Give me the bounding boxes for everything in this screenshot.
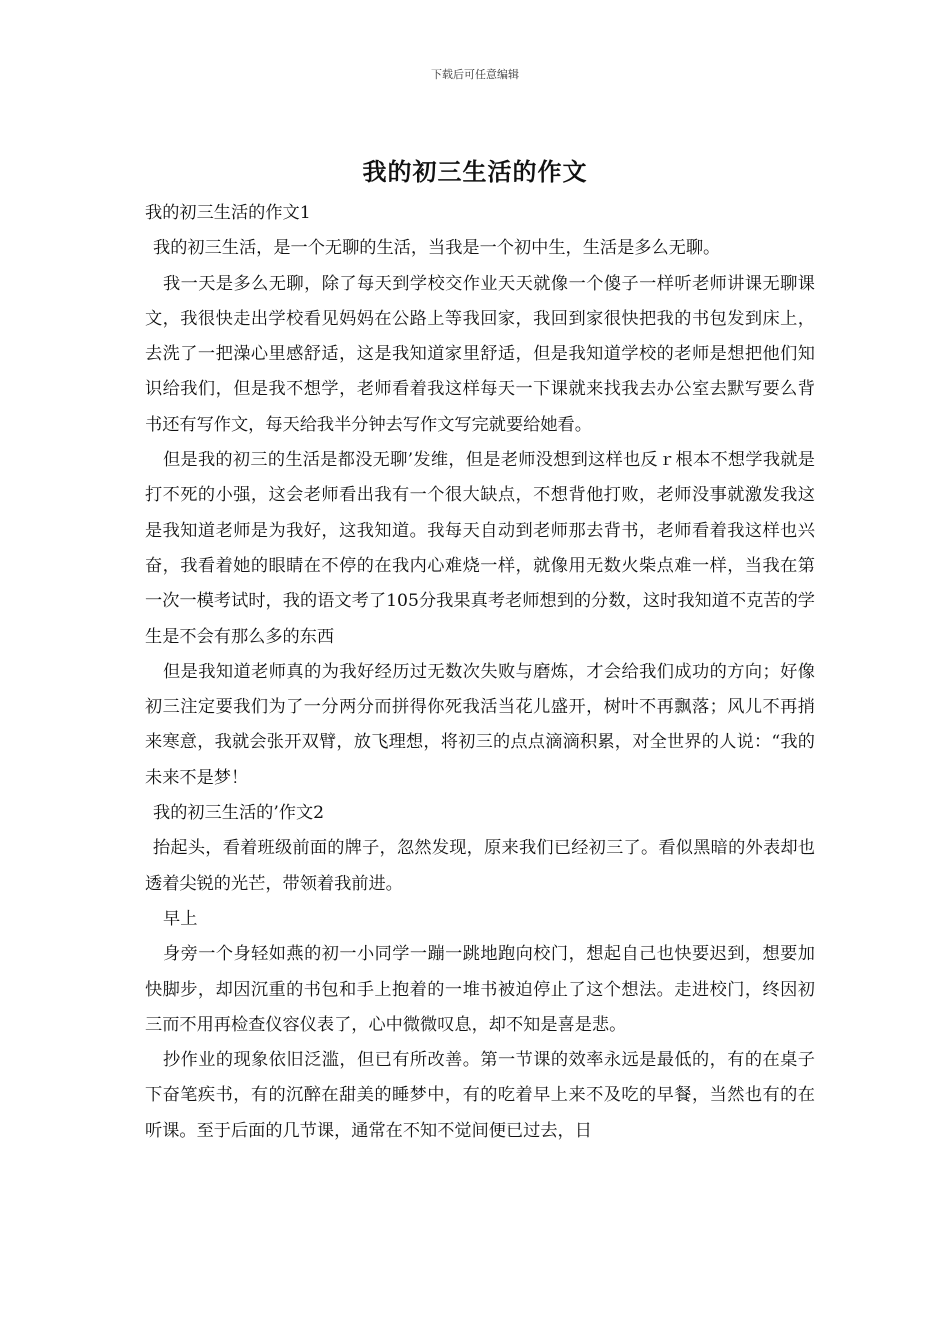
paragraph: 我的初三生活，是一个无聊的生活，当我是一个初中生，生活是多么无聊。 [153,238,721,259]
section-heading-2: 我的初三生活的’作文2 [153,803,325,824]
header-note: 下载后可任意编辑 [431,68,519,81]
paragraph: 但是我知道老师真的为我好经历过无数次失败与磨炼，才会给我们成功的方向；好像初三注定要我们为了一分两分而拼得你死我活当花儿盛开，树叶不再飘落；风儿不再捎来寒意，我就会张开双臂，放飞理想，将初三的点点滴滴积累，对全世界的人说：“我的未来不是梦！ [145,661,815,788]
section-heading-1: 我的初三生活的作文1 [145,203,311,223]
paragraph: 我一天是多么无聊，除了每天到学校交作业天天就像一个傻子一样听老师讲课无聊课文，我很快走出学校看见妈妈在公路上等我回家，我回到家很快把我的书包发到床上，去洗了一把澡心里感舒适，这是我知道家里舒适，但是我知道学校的老师是想把他们知识给我们，但是我不想学，老师看着我这样每天一下课就来找我去办公室去默写要么背书还有写作文，每天给我半分钟去写作文写完就要给她看。 [145,273,815,435]
page-title: 我的初三生活的作文 [362,157,588,186]
document-body [145,196,815,1149]
paragraph: 但是我的初三的生活是都没无聊’发维，但是老师没想到这样也反ｒ根本不想学我就是打不死的小强，这会老师看出我有一个很大缺点，不想背他打败，老师没事就激发我这是我知道老师是为我好，这我知道。我每天自动到老师那去背书，老师看着我这样也兴奋，我看着她的眼睛在不停的在我内心难烧一样，就像用无数火柴点难一样，当我在第一次一模考试时，我的语文考了105分我果真考老师想到的分数，这时我知道不克苦的学生是不会有那么多的东西 [145,450,815,647]
paragraph: 抄作业的现象依旧泛滥，但已有所改善。第一节课的效率永远是最低的，有的在桌子下奋笔疾书，有的沉醉在甜美的睡梦中，有的吃着早上来不及吃的早餐，当然也有的在听课。至于后面的几节课，通常在不知不觉间便已过去，日 [145,1050,815,1141]
paragraph: 早上 [163,908,198,929]
paragraph: 抬起头，看着班级前面的牌子，忽然发现，原来我们已经初三了。看似黑暗的外表却也透着尖锐的光芒，带领着我前进。 [145,838,815,894]
paragraph: 身旁一个身轻如燕的初一小同学一蹦一跳地跑向校门，想起自己也快要迟到，想要加快脚步，却因沉重的书包和手上抱着的一堆书被迫停止了这个想法。走进校门，终因初三而不用再检查仪容仪表了，心中微微叹息，却不知是喜是悲。 [145,944,815,1035]
